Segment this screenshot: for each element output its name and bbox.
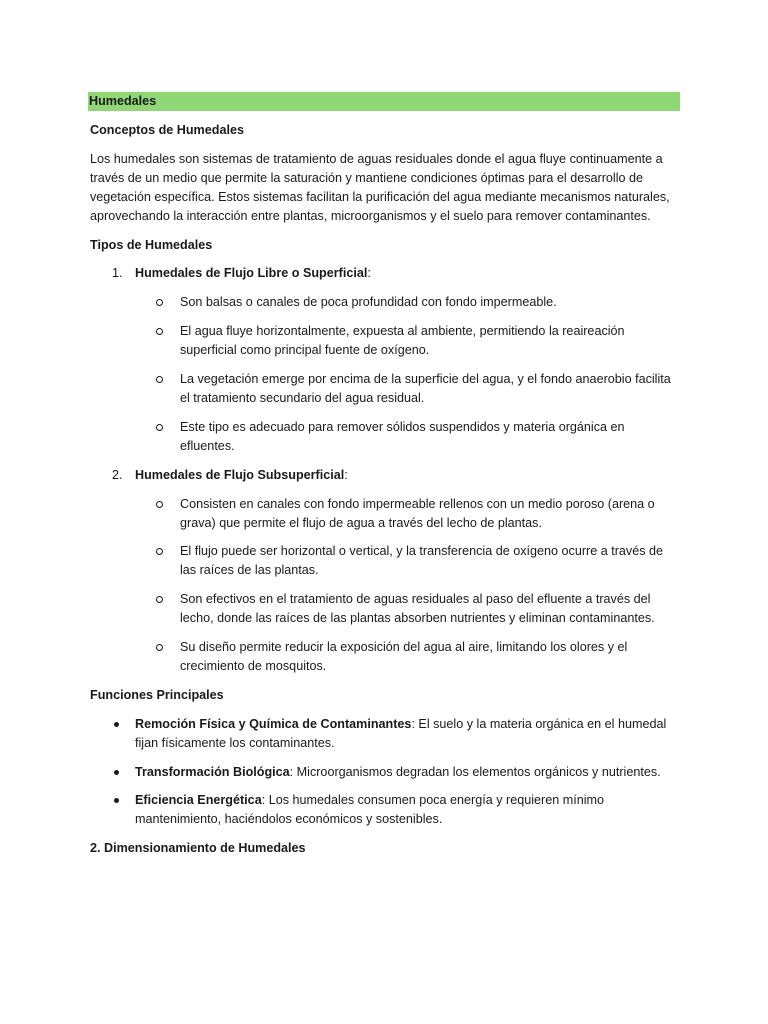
circle-bullet-icon xyxy=(156,299,163,306)
bullet-icon xyxy=(114,722,119,727)
types-heading: Tipos de Humedales xyxy=(90,237,213,252)
bullet-text: Son balsas o canales de poca profundidad con fondo impermeable. xyxy=(180,295,557,310)
type-separator: : xyxy=(367,266,371,281)
list-item xyxy=(90,715,680,753)
functions-heading: Funciones Principales xyxy=(90,687,224,702)
list-item xyxy=(135,322,680,360)
bullet-icon xyxy=(114,770,119,775)
concepts-paragraph: Los humedales son sistemas de tratamiento de aguas residuales donde el agua fluye continuamente a través de un medio que permite la saturación y mantiene condiciones óptimas para el desarrollo de vegetación específica. Estos sistemas facilitan la purificación del agua mediante mecanismos naturales, aprovechando la interacción entre plantas, microorganismos y el suelo para remover contaminantes. xyxy=(90,151,670,223)
circle-bullet-icon xyxy=(156,376,163,383)
list-item xyxy=(135,638,680,676)
section-2-heading: 2. Dimensionamiento de Humedales xyxy=(90,841,306,856)
bullet-text: Consisten en canales con fondo impermeable rellenos con un medio poroso (arena o grava) que permite el flujo de agua a través del lecho de plantas. xyxy=(180,496,655,530)
circle-bullet-icon xyxy=(156,644,163,651)
bullet-text: El flujo puede ser horizontal o vertical, y la transferencia de oxígeno ocurre a través de las raíces de las plantas. xyxy=(180,544,664,578)
types-list xyxy=(90,264,680,675)
bullet-text: Este tipo es adecuado para remover sólidos suspendidos y materia orgánica en efluentes. xyxy=(180,419,625,453)
list-item xyxy=(90,791,680,829)
type-separator: : xyxy=(344,467,348,482)
bullet-text: La vegetación emerge por encima de la superficie del agua, y el fondo anaerobio facilita el tratamiento secundario del agua residual. xyxy=(180,372,671,405)
circle-bullet-icon xyxy=(156,424,163,431)
bullet-text: Su diseño permite reducir la exposición del agua al aire, limitando los olores y el crecimiento de mosquitos. xyxy=(180,640,628,673)
list-item xyxy=(135,542,680,580)
list-number: 2. xyxy=(112,467,123,482)
list-number: 1. xyxy=(112,266,123,281)
function-description: : Los humedales consumen poca energía y requieren mínimo mantenimiento, haciéndolos económicos y sostenibles. xyxy=(135,793,605,827)
type-2-bullets xyxy=(135,495,680,676)
type-name: Humedales de Flujo Subsuperficial xyxy=(135,467,345,482)
circle-bullet-icon xyxy=(156,328,163,335)
list-item xyxy=(135,590,680,628)
bullet-text: Son efectivos en el tratamiento de aguas residuales al paso del efluente a través del lecho, donde las raíces de las plantas absorben nutrientes y eliminan contaminantes. xyxy=(180,592,655,626)
circle-bullet-icon xyxy=(156,596,163,603)
list-item xyxy=(135,370,680,408)
function-term: Remoción Física y Química de Contaminantes xyxy=(135,716,412,731)
type-name: Humedales de Flujo Libre o Superficial xyxy=(135,266,368,281)
functions-list xyxy=(90,715,680,830)
list-item xyxy=(135,418,680,456)
function-term: Eficiencia Energética xyxy=(135,793,262,808)
type-1-bullets xyxy=(135,293,680,455)
type-item-2 xyxy=(90,466,680,676)
concepts-heading: Conceptos de Humedales xyxy=(90,123,244,137)
type-item-1 xyxy=(90,264,680,455)
section-title-highlight: Humedales xyxy=(88,92,680,111)
function-description: : El suelo y la materia orgánica en el humedal fijan físicamente los contaminantes. xyxy=(135,716,667,750)
document-body xyxy=(90,92,680,858)
list-item xyxy=(135,495,680,533)
circle-bullet-icon xyxy=(156,501,163,508)
bullet-text: El agua fluye horizontalmente, expuesta al ambiente, permitiendo la reaireación superficial como principal fuente de oxígeno. xyxy=(180,324,625,358)
bullet-icon xyxy=(114,798,119,803)
function-description: : Microorganismos degradan los elementos orgánicos y nutrientes. xyxy=(289,764,661,779)
list-item xyxy=(90,763,680,782)
circle-bullet-icon xyxy=(156,548,163,555)
list-item xyxy=(135,293,680,312)
function-term: Transformación Biológica xyxy=(135,764,290,779)
